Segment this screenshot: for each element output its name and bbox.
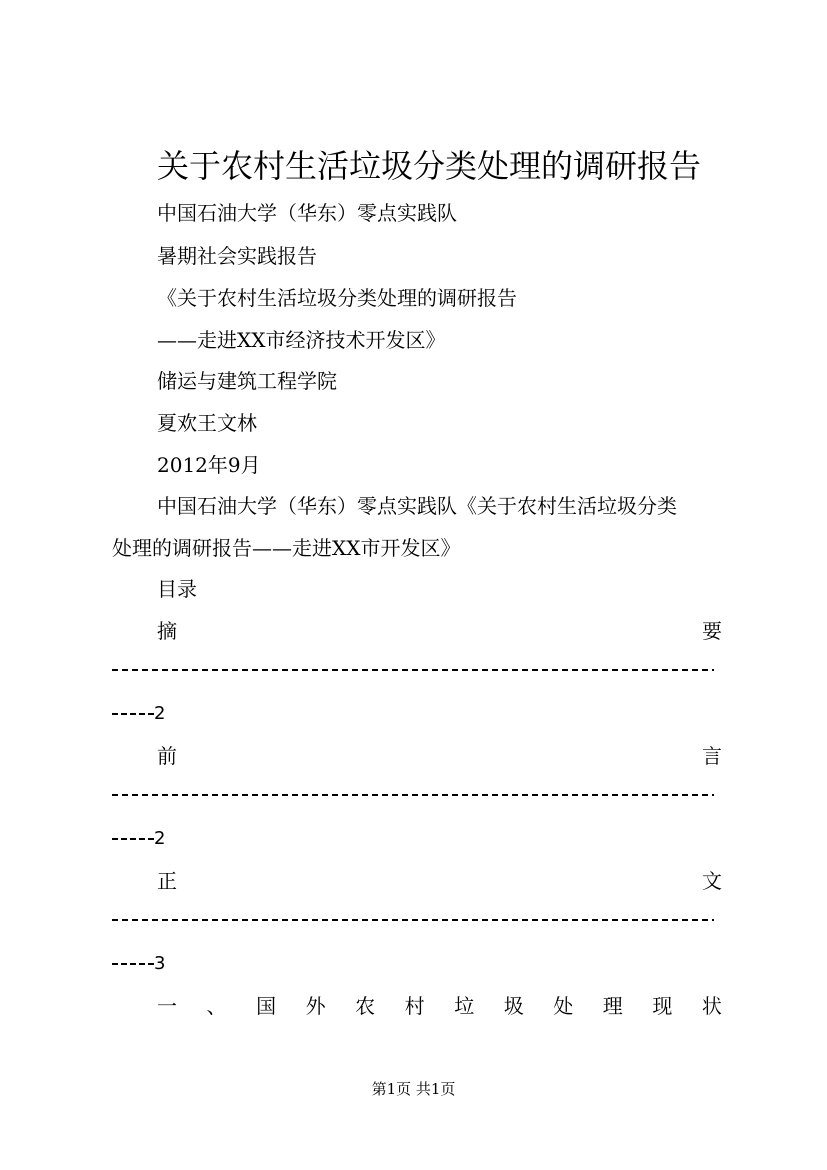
- toc-leader-dashes: [112, 656, 714, 684]
- toc-page-number: 2: [154, 828, 166, 849]
- spaced-char: 状: [701, 994, 722, 1018]
- report-type-line: 暑期社会实践报告: [157, 244, 317, 268]
- toc-leader-tail: [112, 950, 165, 978]
- spaced-char: 外: [305, 994, 326, 1018]
- toc-entry-left-char: 摘: [157, 619, 177, 643]
- toc-entry-body: [157, 867, 722, 895]
- document-title: 关于农村生活垃圾分类处理的调研报告: [157, 147, 702, 185]
- spaced-char: 、: [206, 994, 227, 1018]
- paragraph-line-1: 中国石油大学（华东）零点实践队《关于农村生活垃圾分类: [157, 494, 677, 518]
- spaced-char: 一: [157, 994, 177, 1018]
- toc-entry-left-char: 前: [157, 744, 177, 768]
- paragraph-line-2: 处理的调研报告——走进XX市开发区》: [112, 536, 461, 560]
- spaced-char: 国: [256, 994, 277, 1018]
- page-footer: 第1页 共1页: [371, 1080, 456, 1098]
- report-title-line: 《关于农村生活垃圾分类处理的调研报告: [157, 286, 517, 310]
- toc-leader-tail: [112, 700, 165, 728]
- toc-heading: 目录: [157, 577, 197, 601]
- toc-entry-right-char: 文: [702, 869, 722, 893]
- spaced-char: 垃: [454, 994, 475, 1018]
- toc-entry-right-char: 要: [702, 619, 722, 643]
- spaced-char: 圾: [503, 994, 524, 1018]
- toc-entry-preface: [157, 742, 722, 770]
- spaced-char: 处: [553, 994, 574, 1018]
- toc-entry-right-char: 言: [702, 744, 722, 768]
- toc-leader-tail: [112, 825, 165, 853]
- spaced-char: 理: [602, 994, 623, 1018]
- spaced-char: 农: [355, 994, 376, 1018]
- authors-line: 夏欢王文林: [157, 411, 257, 435]
- toc-page-number: 2: [154, 703, 166, 724]
- college-line: 储运与建筑工程学院: [157, 369, 337, 393]
- team-name-line: 中国石油大学（华东）零点实践队: [157, 201, 457, 225]
- spaced-char: 现: [652, 994, 673, 1018]
- report-subtitle-line: ——走进XX市经济技术开发区》: [157, 328, 446, 352]
- toc-entry-abstract: [157, 617, 722, 645]
- toc-leader-dashes: [112, 906, 714, 934]
- toc-page-number: 3: [154, 953, 166, 974]
- toc-entry-left-char: 正: [157, 869, 177, 893]
- toc-leader-dashes: [112, 781, 714, 809]
- date-line: 2012年9月: [157, 453, 261, 477]
- spaced-char: 村: [404, 994, 425, 1018]
- toc-entry-section-1: [157, 992, 722, 1020]
